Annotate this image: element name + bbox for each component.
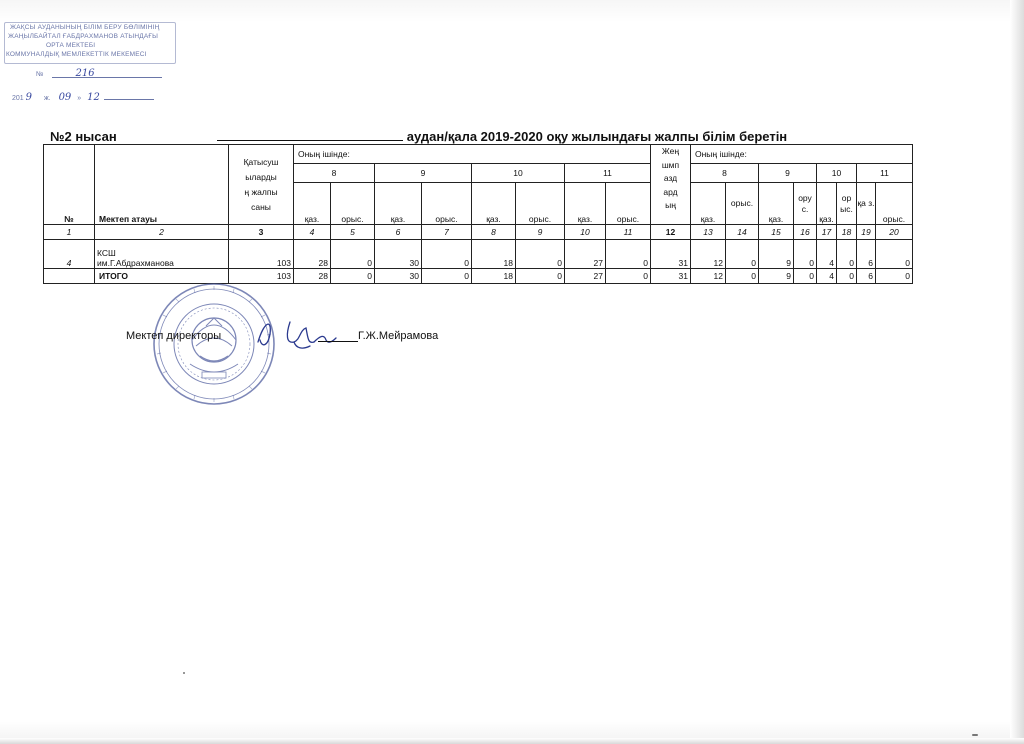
school-name-line-2: им.Г.Абдрахманова bbox=[97, 258, 174, 268]
header-total-line-1: Қатысуш bbox=[243, 156, 279, 167]
lang-header: қаз. bbox=[759, 183, 794, 225]
table-cell: 18 bbox=[472, 240, 516, 269]
header-total-participants bbox=[229, 145, 294, 225]
total-cell: 9 bbox=[759, 269, 794, 284]
stamp-year-prefix: 201 bbox=[12, 95, 24, 102]
header-total-line-3: ң жалпы bbox=[244, 186, 278, 197]
header-row-1 bbox=[44, 145, 913, 164]
header-total-line-2: ыларды bbox=[245, 171, 277, 182]
director-name: Г.Ж.Мейрамова bbox=[358, 330, 439, 342]
stamp-number-row bbox=[36, 68, 95, 79]
form-number: №2 нысан bbox=[50, 129, 117, 144]
scan-speck bbox=[183, 672, 185, 674]
table-cell: 31 bbox=[651, 240, 691, 269]
table-cell: 27 bbox=[565, 240, 606, 269]
school-row-number: 4 bbox=[44, 240, 95, 269]
header-winners-line-4: ард bbox=[663, 186, 678, 197]
column-index: 18 bbox=[837, 225, 857, 240]
page-shadow-right bbox=[1010, 0, 1024, 744]
lang-header: қаз. bbox=[817, 183, 837, 225]
header-including-winners: Оның ішінде: bbox=[691, 145, 913, 164]
column-index: 7 bbox=[422, 225, 472, 240]
total-cell: 0 bbox=[726, 269, 759, 284]
table-cell: 12 bbox=[691, 240, 726, 269]
table-cell: 0 bbox=[331, 240, 375, 269]
table-cell: 9 bbox=[759, 240, 794, 269]
total-row-number-empty bbox=[44, 269, 95, 284]
form-title bbox=[50, 128, 787, 144]
director-label: Мектеп директоры bbox=[126, 330, 222, 342]
total-cell: 6 bbox=[857, 269, 876, 284]
column-index: 2 bbox=[95, 225, 229, 240]
column-index: 9 bbox=[516, 225, 565, 240]
grade-11-left: 11 bbox=[565, 164, 651, 183]
lang-header: орыс. bbox=[726, 183, 759, 225]
stamp-month: 12 bbox=[87, 92, 100, 103]
column-index: 1 bbox=[44, 225, 95, 240]
stamp-line-3: ОРТА МЕКТЕБІ bbox=[46, 42, 96, 49]
stamp-number-underline bbox=[52, 77, 162, 78]
table-cell: 0 bbox=[726, 240, 759, 269]
stamp-year-digit: 9 bbox=[25, 92, 33, 103]
stamp-number-label: № bbox=[36, 71, 44, 78]
page-shadow-bottom bbox=[0, 738, 1024, 744]
column-index: 11 bbox=[606, 225, 651, 240]
column-index: 15 bbox=[759, 225, 794, 240]
grade-11-right: 11 bbox=[857, 164, 913, 183]
column-index: 5 bbox=[331, 225, 375, 240]
table-cell: 0 bbox=[794, 240, 817, 269]
column-index: 4 bbox=[294, 225, 331, 240]
total-cell: 30 bbox=[375, 269, 422, 284]
total-cell: 0 bbox=[876, 269, 913, 284]
lang-header: ор ыс. bbox=[837, 183, 857, 225]
stamp-line-2: ЖАҢЫЛБАЙТАЛ ҒАБДРАХМАНОВ АТЫНДАҒЫ bbox=[8, 33, 159, 40]
stamp-line-1: ЖАҚСЫ АУДАНЫНЫҢ БІЛІМ БЕРУ БӨЛІМІНІҢ bbox=[10, 24, 160, 31]
director-signature bbox=[250, 312, 360, 356]
stamp-day: 09 bbox=[58, 92, 72, 103]
total-cell: 0 bbox=[837, 269, 857, 284]
school-name-line-1: КСШ bbox=[97, 248, 116, 258]
column-index: 10 bbox=[565, 225, 606, 240]
column-index: 17 bbox=[817, 225, 837, 240]
lang-header: қаз. bbox=[294, 183, 331, 225]
lang-header: орыс. bbox=[876, 183, 913, 225]
table-cell: 6 bbox=[857, 240, 876, 269]
lang-header: қаз. bbox=[472, 183, 516, 225]
stamp-line-4: КОММУНАЛДЫҚ МЕМЛЕКЕТТІК МЕКЕМЕСІ bbox=[6, 51, 147, 58]
total-cell: 0 bbox=[516, 269, 565, 284]
stamp-day-separator: ж. bbox=[43, 95, 51, 102]
table-cell: 0 bbox=[606, 240, 651, 269]
signature-line bbox=[318, 341, 358, 342]
column-index: 13 bbox=[691, 225, 726, 240]
school-name bbox=[95, 240, 229, 269]
stamp-number-value: 216 bbox=[75, 68, 95, 79]
column-index: 6 bbox=[375, 225, 422, 240]
lang-header: қа з. bbox=[857, 183, 876, 225]
total-cell: 0 bbox=[794, 269, 817, 284]
stamp-date-row bbox=[12, 92, 154, 103]
lang-header: ору с. bbox=[794, 183, 817, 225]
total-cell: 0 bbox=[606, 269, 651, 284]
header-winners-line-3: азд bbox=[663, 173, 678, 183]
column-index: 20 bbox=[876, 225, 913, 240]
grade-10-right: 10 bbox=[817, 164, 857, 183]
table-cell: 0 bbox=[422, 240, 472, 269]
lang-header: қаз. bbox=[375, 183, 422, 225]
column-index: 19 bbox=[857, 225, 876, 240]
header-number: № bbox=[44, 145, 95, 225]
table-cell: 30 bbox=[375, 240, 422, 269]
table-cell: 4 bbox=[817, 240, 837, 269]
column-index: 14 bbox=[726, 225, 759, 240]
header-school-name: Мектеп атауы bbox=[95, 145, 229, 225]
grade-10-left: 10 bbox=[472, 164, 565, 183]
stamp-date-underline bbox=[104, 99, 154, 100]
form-title-text: аудан/қала 2019-2020 оқу жылындағы жалпы білім беретін bbox=[406, 129, 788, 144]
olympiad-results-table bbox=[43, 144, 913, 284]
district-blank-line bbox=[217, 128, 403, 141]
total-cell: 31 bbox=[651, 269, 691, 284]
table-cell: 103 bbox=[229, 240, 294, 269]
total-label: ИТОГО bbox=[95, 269, 229, 284]
header-including-participants: Оның ішінде: bbox=[294, 145, 651, 164]
lang-header: қаз. bbox=[691, 183, 726, 225]
column-index: 3 bbox=[229, 225, 294, 240]
column-index: 12 bbox=[651, 225, 691, 240]
header-winners-line-2: шмп bbox=[661, 159, 680, 170]
header-winners bbox=[651, 145, 691, 225]
grade-9-right: 9 bbox=[759, 164, 817, 183]
lang-header: орыс. bbox=[606, 183, 651, 225]
column-index: 16 bbox=[794, 225, 817, 240]
grade-8-left: 8 bbox=[294, 164, 375, 183]
column-index-row bbox=[44, 225, 913, 240]
total-cell: 103 bbox=[229, 269, 294, 284]
total-cell: 12 bbox=[691, 269, 726, 284]
grade-8-right: 8 bbox=[691, 164, 759, 183]
column-index: 8 bbox=[472, 225, 516, 240]
total-cell: 0 bbox=[331, 269, 375, 284]
grade-9-left: 9 bbox=[375, 164, 472, 183]
scan-speck bbox=[972, 734, 978, 736]
total-cell: 0 bbox=[422, 269, 472, 284]
header-total-line-4: саны bbox=[251, 201, 271, 212]
total-cell: 18 bbox=[472, 269, 516, 284]
table-cell: 0 bbox=[876, 240, 913, 269]
table-cell: 0 bbox=[837, 240, 857, 269]
lang-header: орыс. bbox=[516, 183, 565, 225]
table-cell: 0 bbox=[516, 240, 565, 269]
header-winners-line-1: Жең bbox=[661, 146, 680, 156]
total-cell: 28 bbox=[294, 269, 331, 284]
table-cell: 28 bbox=[294, 240, 331, 269]
stamp-month-separator: » bbox=[77, 95, 82, 102]
lang-header: орыс. bbox=[331, 183, 375, 225]
lang-header: орыс. bbox=[422, 183, 472, 225]
lang-header: қаз. bbox=[565, 183, 606, 225]
total-cell: 4 bbox=[817, 269, 837, 284]
total-cell: 27 bbox=[565, 269, 606, 284]
table-row bbox=[44, 240, 913, 269]
header-winners-line-5: ың bbox=[665, 200, 676, 210]
